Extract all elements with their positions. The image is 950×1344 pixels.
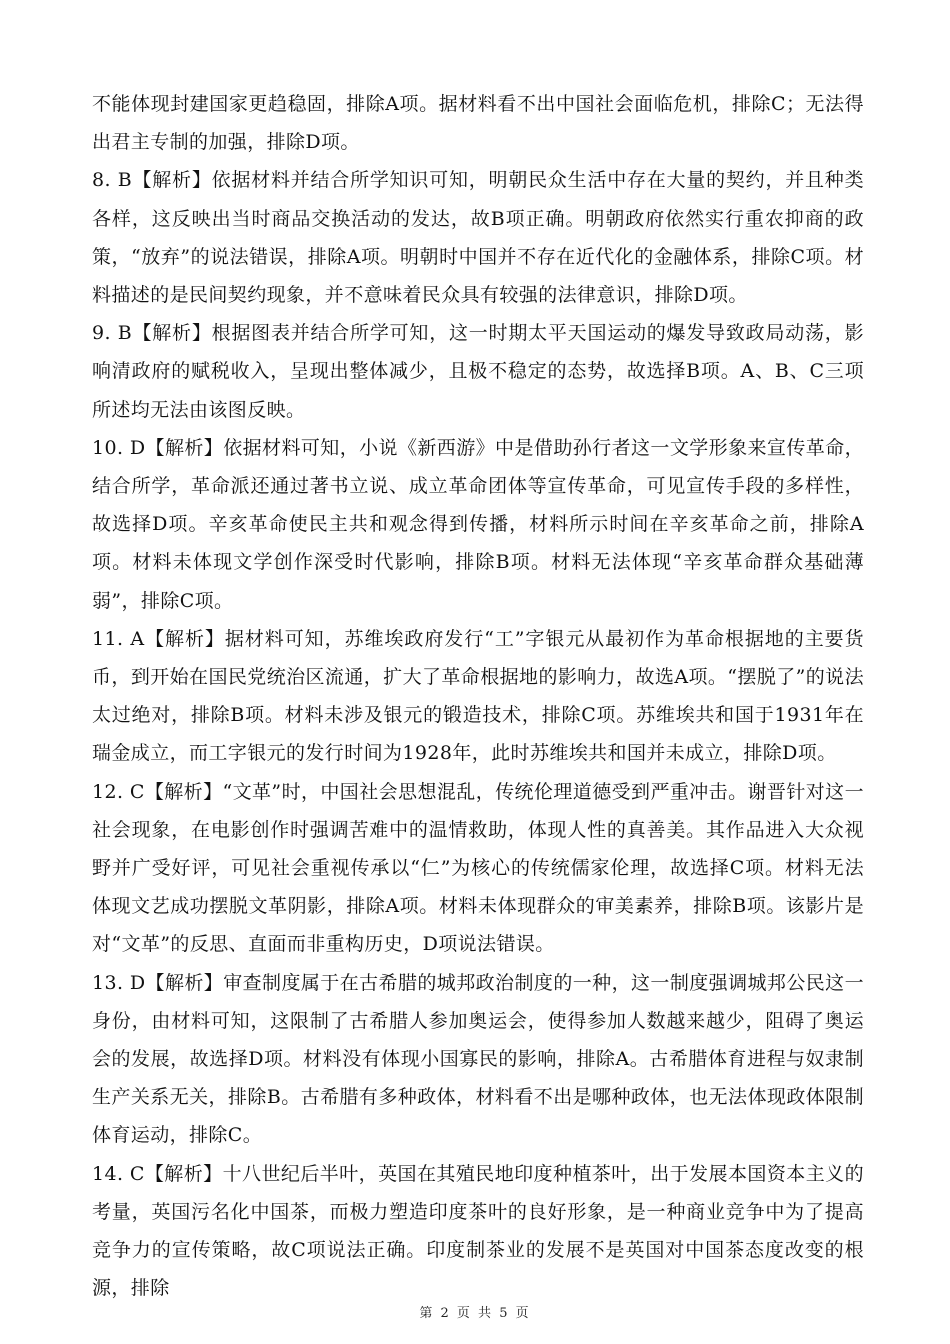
answer-8-explanation: 8. B【解析】依据材料并结合所学知识可知，明朝民众生活中存在大量的契约，并且种类各样，这反映出当时商品交换活动的发达，故B项正确。明朝政府依然实行重农抑商的政策，“放弃”的说法错误，排除A项。明朝时中国并不存在近代化的金融体系，排除C项。材料描述的是民间契约现象，并不意味着民众具有较强的法律意识，排除D项。 [92,169,864,307]
answer-explanations [92,85,864,1308]
answer-11-explanation: 11. A【解析】据材料可知，苏维埃政府发行“工”字银元从最初作为革命根据地的主要货币，到开始在国民党统治区流通，扩大了革命根据地的影响力，故选A项。“摆脱了”的说法太过绝对，排除B项。材料未涉及银元的锻造技术，排除C项。苏维埃共和国于1931年在瑞金成立，而工字银元的发行时间为1928年，此时苏维埃共和国并未成立，排除D项。 [92,627,864,765]
answer-12-explanation: 12. C【解析】“文革”时，中国社会思想混乱，传统伦理道德受到严重冲击。谢晋针对这一社会现象，在电影创作时强调苦难中的温情救助，体现人性的真善美。其作品进入大众视野并广受好评，可见社会重视传承以“仁”为核心的传统儒家伦理，故选择C项。材料无法体现文艺成功摆脱文革阴影，排除A项。材料未体现群众的审美素养，排除B项。该影片是对“文革”的反思、直面而非重构历史，D项说法错误。 [92,780,864,956]
page-number: 第 2 页 共 5 页 [419,1306,531,1321]
paragraph-continued: 不能体现封建国家更趋稳固，排除A项。据材料看不出中国社会面临危机，排除C；无法得出君主专制的加强，排除D项。 [92,93,864,154]
answer-14-explanation: 14. C【解析】十八世纪后半叶，英国在其殖民地印度种植茶叶，出于发展本国资本主义的考量，英国污名化中国茶，而极力塑造印度茶叶的良好形象，是一种商业竞争中为了提高竞争力的宣传策略，故C项说法正确。印度制茶业的发展不是英国对中国茶态度改变的根源，排除 [92,1162,864,1300]
answer-13-explanation: 13. D【解析】审查制度属于在古希腊的城邦政治制度的一种，这一制度强调城邦公民这一身份，由材料可知，这限制了古希腊人参加奥运会，使得参加人数越来越少，阻碍了奥运会的发展，故选择D项。材料没有体现小国寡民的影响，排除A。古希腊体育进程与奴隶制生产关系无关，排除B。古希腊有多种政体，材料看不出是哪种政体，也无法体现政体限制体育运动，排除C。 [92,971,864,1147]
answer-10-explanation: 10. D【解析】依据材料可知，小说《新西游》中是借助孙行者这一文学形象来宣传革命，结合所学，革命派还通过著书立说、成立革命团体等宣传革命，可见宣传手段的多样性，故选择D项。辛亥革命使民主共和观念得到传播，材料所示时间在辛亥革命之前，排除A项。材料未体现文学创作深受时代影响，排除B项。材料无法体现“辛亥革命群众基础薄弱”，排除C项。 [92,436,864,612]
answer-9-explanation: 9. B【解析】根据图表并结合所学可知，这一时期太平天国运动的爆发导致政局动荡，影响清政府的赋税收入，呈现出整体减少，且极不稳定的态势，故选择B项。A、B、C三项所述均无法由该图反映。 [92,322,864,421]
